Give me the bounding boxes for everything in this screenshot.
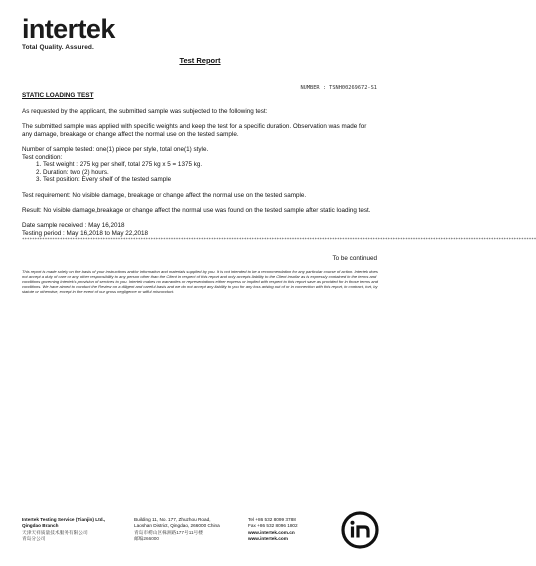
branch-name: Qingdao Branch [22,523,59,529]
address-line-1: Building 11, No. 177, Zhuzhou Road, [134,517,211,522]
postcode-cn: 邮编266000 [134,536,160,542]
logo-tagline: Total Quality. Assured. [22,44,94,51]
sample-count: Number of sample tested: one(1) piece per style, total one(1) style. [22,145,209,153]
address-cn: 青岛市崂山区株洲路177号11号楼 [134,529,203,535]
logo-wordmark: intertek [22,14,115,44]
company-name-cn: 天津天祥质量技术服务有限公司 [22,529,88,535]
address-line-2: Laoshan District, Qingdao, 266000 China [134,523,220,529]
date-received: Date sample received : May 16,2018 [22,221,125,229]
test-result: Result: No visible damage,breakage or change affect the normal use was found on the tested sample after static loading test. [22,206,371,214]
branch-name-cn: 青岛分公司 [22,536,46,542]
report-number: NUMBER : TSNH00269672-S1 [300,85,377,91]
condition-label: Test condition: [22,153,63,161]
footer-company-block [22,517,105,543]
condition-item: 3. Test position: Every shelf of the tested sample [43,176,378,184]
request-paragraph: As requested by the applicant, the submitted sample was subjected to the following test: [22,108,268,115]
method-paragraph: The submitted sample was applied with specific weights and keep the test for a specific duration. Observation was made for any damage, breakage or change affect the normal use on the tested sample. [22,123,367,138]
separator-stars: ************************************************************************************************************************************************************************************************************ [22,237,536,243]
disclaimer-text: This report is made solely on the basis of your instructions and/or information and materials supplied by you. It is not intended to be a recommendation for any particular course of action. Intertek does not accept a duty of care or any other responsibility to any person other than the Client in respect of this report and only accepts liability to the Client insofar as is expressly contained in the terms and conditions governing Intertek's provision of services to you. Intertek makes no warranties or representations either express or implied with respect to this report save as provided for in those terms and conditions. We have aimed to conduct the Review on a diligent and careful basis and we do not accept any liability to you for any loss arising out of or in connection with this report, in contract, tort, by statute or otherwise, except in the event of our gross negligence or wilful misconduct. [22,269,378,294]
intertek-logo [22,16,115,51]
tel-number: Tel +86 532 8099 3788 [248,517,296,522]
testing-period: Testing period : May 16,2018 to May 22,2018 [22,229,149,237]
company-name: Intertek Testing Service (Tianjin) Ltd., [22,517,106,522]
report-title: Test Report [179,56,221,65]
condition-list [22,161,378,184]
website-cn-link[interactable]: www.intertek.com.cn [248,529,295,535]
fax-number: Fax +86 532 8096 1802 [248,523,298,529]
continued-note: To be continued [332,255,377,262]
section-heading: STATIC LOADING TEST [22,92,94,99]
condition-item: 2. Duration: two (2) hours. [43,169,378,177]
website-link[interactable]: www.intertek.com [248,536,288,542]
test-requirement: Test requirement: No visible damage, breakage or change affect the normal use on the tested sample. [22,191,307,199]
condition-item: 1. Test weight : 275 kg per shelf, total 275 kg x 5 = 1375 kg. [43,161,378,169]
footer-contact-block [248,517,298,543]
intertek-circle-logo-icon [340,510,380,550]
report-body [22,108,536,243]
footer-address-block [134,517,220,543]
